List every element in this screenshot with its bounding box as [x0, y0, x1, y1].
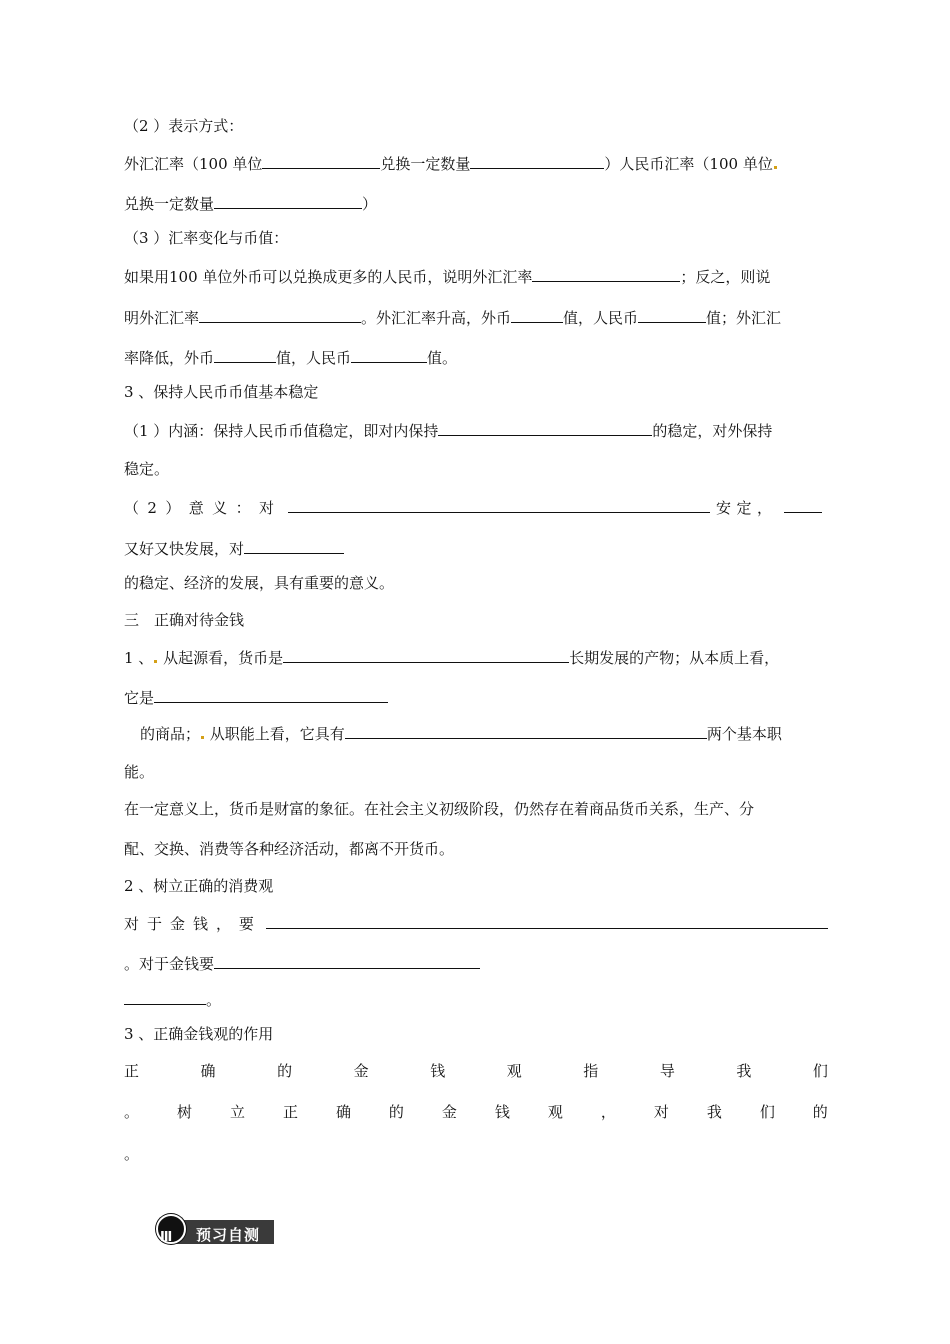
char: ： — [235, 499, 251, 517]
line-connotation-2: 稳定。 — [124, 460, 170, 478]
char: 正 — [282, 1103, 298, 1121]
line-significance-3: 的稳定、经济的发展，具有重要的意义。 — [124, 574, 395, 592]
line-money-attitude-3 — [124, 988, 221, 1010]
heading-rate-change: （3 ）汇率变化与币值： — [124, 229, 289, 247]
text: 外汇汇率（100 单位 — [124, 155, 263, 173]
fill-blank[interactable] — [244, 537, 344, 554]
line-rate-definition-1 — [124, 152, 778, 174]
char: 们 — [759, 1103, 775, 1121]
char: 我 — [736, 1062, 752, 1080]
char: 的 — [812, 1103, 828, 1121]
char: 的 — [277, 1062, 293, 1080]
line-money-function-2: 能。 — [124, 763, 155, 781]
line-money-attitude-2 — [124, 952, 480, 974]
char: 观 — [506, 1062, 522, 1080]
char: 意 — [188, 499, 204, 517]
char: 确 — [335, 1103, 351, 1121]
text: 从职能上看，它具有 — [209, 725, 345, 743]
text: 。 — [206, 991, 222, 1009]
char: 我 — [706, 1103, 722, 1121]
significance-end — [716, 498, 772, 518]
char: ） — [165, 499, 181, 517]
text: 兑换一定数量 — [124, 195, 215, 213]
text: 1 、 — [124, 649, 154, 667]
heading-part-three: 三 正确对待金钱 — [124, 611, 245, 629]
char: 金 — [169, 915, 185, 933]
char: 立 — [229, 1103, 245, 1121]
char: 对 — [653, 1103, 669, 1121]
line-money-function — [140, 722, 782, 744]
line-rate-change-3 — [124, 346, 457, 368]
text: 值，人民币 — [563, 309, 639, 327]
text: 的稳定，对外保持 — [652, 422, 773, 440]
char: 。 — [124, 1103, 140, 1121]
text: ） — [362, 195, 378, 213]
text: 兑换一定数量 — [380, 155, 471, 173]
fill-blank[interactable] — [124, 988, 206, 1005]
paragraph-wealth-2: 配、交换、消费等各种经济活动，都离不开货币。 — [124, 840, 455, 858]
text: 两个基本职 — [706, 725, 782, 743]
text: （1 ）内涵：保持人民币币值稳定，即对内保持 — [124, 422, 439, 440]
char: 指 — [583, 1062, 599, 1080]
preview-self-test-badge — [156, 1214, 274, 1244]
fill-blank[interactable] — [638, 306, 706, 323]
text: 值；外汇汇 — [706, 309, 782, 327]
dot-mark — [201, 736, 204, 739]
text: 明外汇汇率 — [124, 309, 200, 327]
fill-blank[interactable] — [214, 952, 480, 969]
heading-rmb-stability: 3 、保持人民币币值基本稳定 — [124, 383, 319, 401]
text: 如果用100 单位外币可以兑换成更多的人民币，说明外汇汇率 — [124, 268, 533, 286]
char: ， — [215, 915, 231, 933]
text: 值，人民币 — [276, 349, 352, 367]
char: ， — [600, 1103, 616, 1121]
fill-blank[interactable] — [784, 496, 822, 513]
char: 金 — [441, 1103, 457, 1121]
text: 率降低，外币 — [124, 349, 215, 367]
char: 确 — [200, 1062, 216, 1080]
char: 正 — [124, 1062, 140, 1080]
heading-representation: （2 ）表示方式： — [124, 117, 244, 135]
char: 对 — [258, 499, 274, 517]
char: 于 — [146, 915, 162, 933]
line-money-origin — [124, 646, 779, 668]
fill-blank[interactable] — [262, 152, 380, 169]
line-connotation — [124, 419, 772, 441]
fill-blank[interactable] — [266, 912, 828, 929]
line-rate-change-1 — [124, 265, 770, 287]
char: （ — [124, 499, 140, 517]
fill-blank[interactable] — [511, 306, 563, 323]
line-rate-change-2 — [124, 306, 781, 328]
char: 钱 — [494, 1103, 510, 1121]
char: 定 — [736, 499, 752, 517]
char: 对 — [124, 915, 140, 933]
char: 钱 — [192, 915, 208, 933]
char: 金 — [353, 1062, 369, 1080]
char: 安 — [716, 499, 732, 517]
fill-blank[interactable] — [283, 646, 569, 663]
line-significance — [124, 496, 822, 518]
text: 它是 — [124, 689, 155, 707]
text: 又好又快发展，对 — [124, 540, 245, 558]
line-money-view-effect — [124, 1102, 828, 1122]
line-money-view-end: 。 — [124, 1145, 140, 1163]
char: 钱 — [430, 1062, 446, 1080]
text: 从起源看，货币是 — [163, 649, 284, 667]
char: 要 — [238, 915, 254, 933]
line-money-view-guide — [124, 1061, 828, 1081]
text: ；反之，则说 — [680, 268, 771, 286]
fill-blank[interactable] — [154, 686, 388, 703]
line-rate-definition-2 — [124, 192, 377, 214]
line-money-attitude — [124, 912, 828, 934]
char: 义 — [212, 499, 228, 517]
text: 的商品； — [140, 725, 201, 743]
char: 们 — [812, 1062, 828, 1080]
char: 观 — [547, 1103, 563, 1121]
text: 长期发展的产物；从本质上看， — [569, 649, 780, 667]
dot-mark — [154, 660, 157, 663]
significance-label — [124, 498, 274, 518]
heading-money-view-role: 3 、正确金钱观的作用 — [124, 1025, 274, 1043]
char: 2 — [147, 499, 157, 517]
dot-mark — [774, 166, 777, 169]
badge-glyph: Ⅲ — [160, 1230, 173, 1245]
char: ， — [756, 499, 772, 517]
fill-blank[interactable] — [438, 419, 652, 436]
fill-blank[interactable] — [214, 192, 362, 209]
char: 导 — [659, 1062, 675, 1080]
char: 的 — [388, 1103, 404, 1121]
attitude-label — [124, 914, 254, 934]
line-significance-2 — [124, 537, 344, 559]
fill-blank[interactable] — [199, 306, 361, 323]
fill-blank[interactable] — [351, 346, 427, 363]
fill-blank[interactable] — [532, 265, 680, 282]
paragraph-wealth-1: 在一定意义上，货币是财富的象征。在社会主义初级阶段，仍然存在着商品货币关系，生产、分 — [124, 800, 755, 818]
fill-blank[interactable] — [214, 346, 276, 363]
fill-blank[interactable] — [345, 722, 707, 739]
text: 值。 — [427, 349, 458, 367]
line-money-essence — [124, 686, 388, 708]
text: ）人民币汇率（100 单位 — [604, 155, 773, 173]
heading-consumption-view: 2 、树立正确的消费观 — [124, 877, 274, 895]
text: 。对于金钱要 — [124, 955, 215, 973]
char: 树 — [176, 1103, 192, 1121]
text: 。外汇汇率升高，外币 — [361, 309, 512, 327]
fill-blank[interactable] — [288, 496, 710, 513]
fill-blank[interactable] — [470, 152, 604, 169]
badge-label: 预习自测 — [196, 1226, 261, 1244]
